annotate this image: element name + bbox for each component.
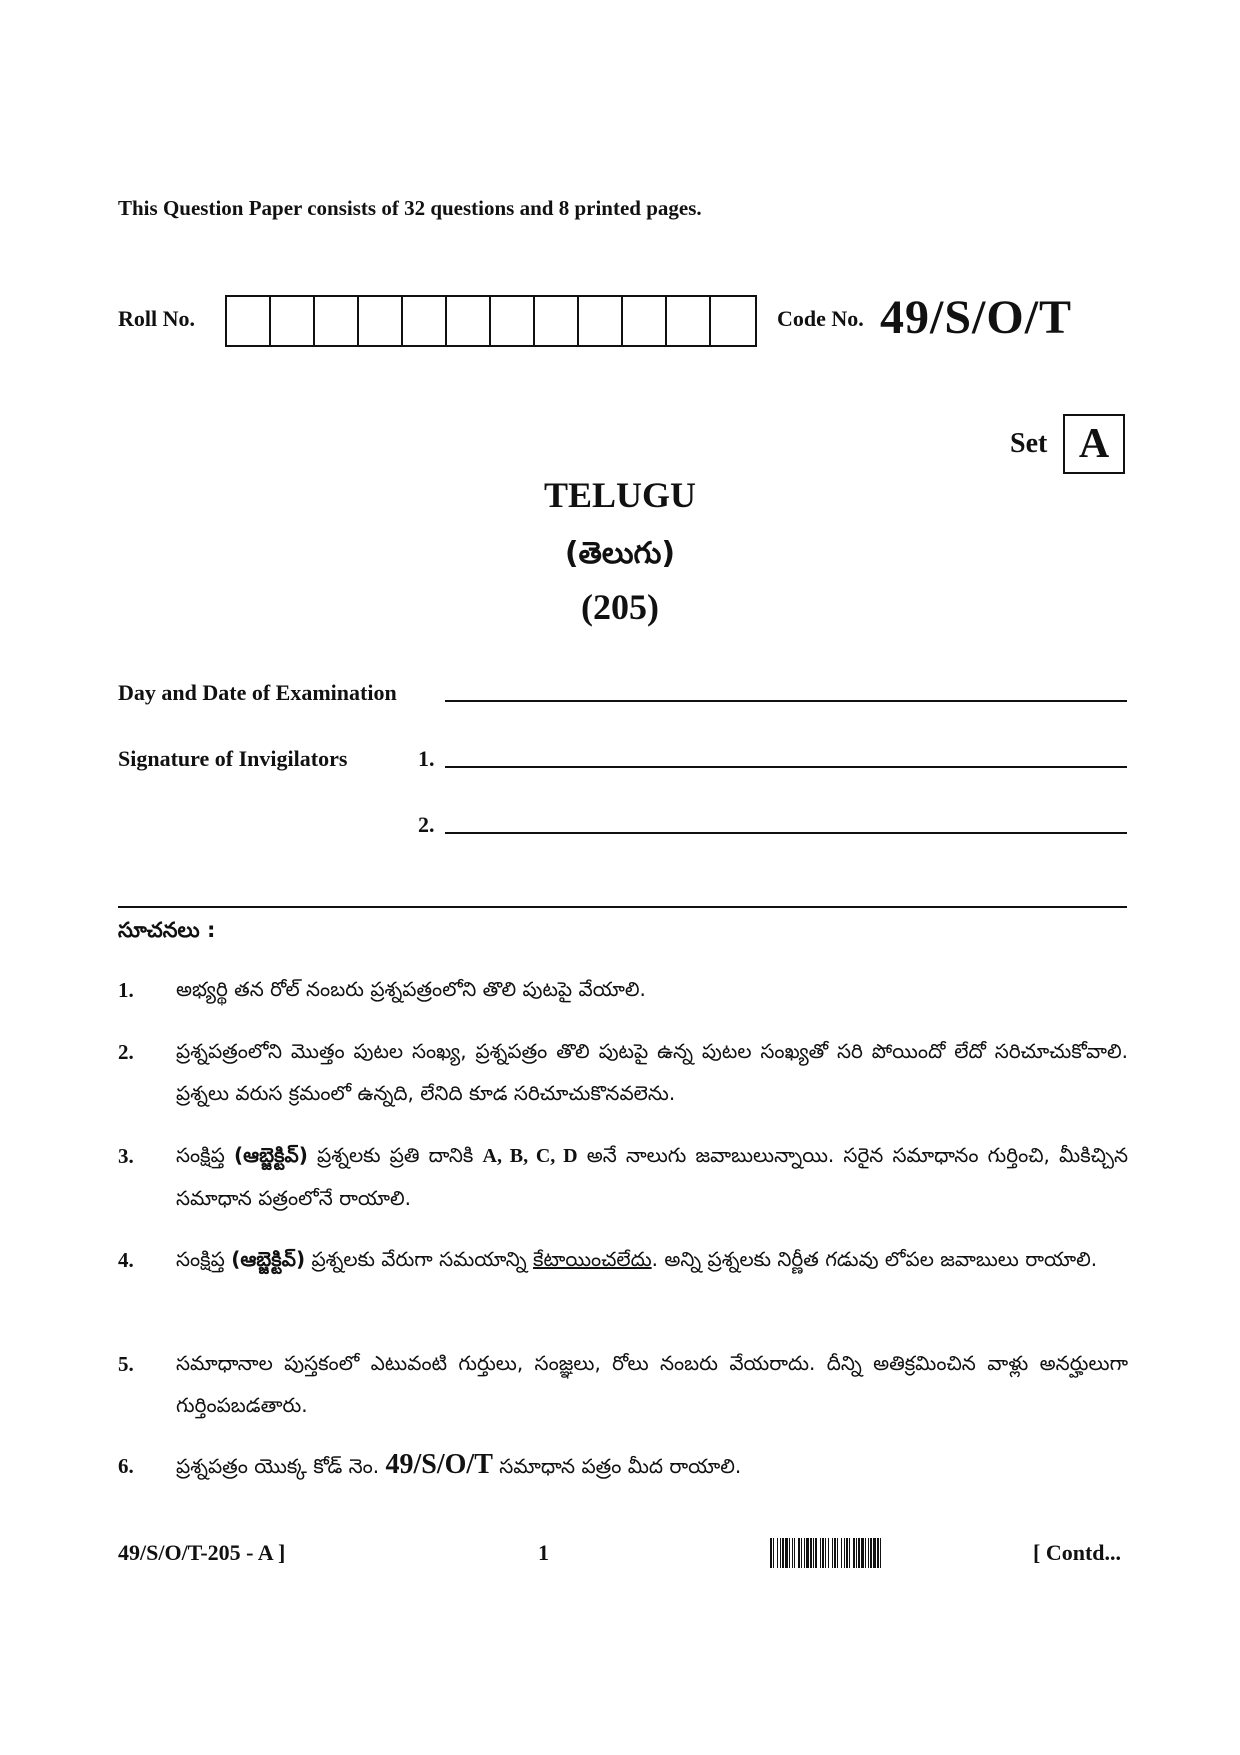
instruction-number: 6. [118, 1454, 134, 1478]
invigilator-1-signature-line[interactable] [445, 766, 1127, 768]
roll-number-box[interactable] [403, 297, 447, 345]
roll-number-box[interactable] [227, 297, 271, 345]
subject-code: (205) [581, 587, 659, 627]
set-value-box: A [1063, 414, 1125, 474]
roll-number-box[interactable] [359, 297, 403, 345]
subject-title: TELUGU [543, 475, 697, 515]
roll-number-box[interactable] [271, 297, 315, 345]
roll-number-box[interactable] [491, 297, 535, 345]
instructions-heading: సూచనలు : [118, 918, 216, 942]
instruction-number: 1. [118, 978, 134, 1002]
paper-info-line: This Question Paper consists of 32 questions and 8 printed pages. [118, 196, 702, 220]
code-number-label: Code No. [777, 306, 864, 331]
objective-label: (ఆబ్జెక్టివ్) [234, 1143, 308, 1167]
instruction-text: అభ్యర్థి తన రోల్ నంబరు ప్రశ్నపత్రంలోని తొలి పుటపై వేయాలి. [176, 977, 646, 1001]
subject-title-telugu: (తెలుగు) [564, 536, 676, 571]
objective-label: (ఆబ్జెక్టివ్) [231, 1247, 306, 1271]
roll-number-box[interactable] [447, 297, 491, 345]
continued-marker: [ Contd... [1033, 1540, 1122, 1565]
set-label: Set [1010, 428, 1048, 459]
roll-number-box[interactable] [315, 297, 359, 345]
roll-number-box[interactable] [623, 297, 667, 345]
inline-code-number: 49/S/O/T [385, 1449, 493, 1480]
roll-number-box[interactable] [667, 297, 711, 345]
footer-paper-reference: 49/S/O/T-205 - A ] [118, 1540, 286, 1565]
instruction-number: 4. [118, 1248, 134, 1272]
exam-date-line[interactable] [445, 700, 1127, 702]
invigilator-1-number: 1. [418, 746, 435, 771]
instruction-text: సంక్షిప్త (ఆబ్జెక్టివ్) ప్రశ్నలకు ప్రతి దానికి A, B, C, D అనే నాలుగు జవాబులున్నాయి. సరైన సమాధానం గుర్తించి, మీకిచ్చిన సమాధాన పత్రంలోనే రాయాలి. [176, 1143, 1129, 1210]
roll-number-boxes[interactable] [225, 295, 757, 347]
instruction-number: 5. [118, 1352, 134, 1376]
underlined-word: కేటాయించలేదు [533, 1247, 652, 1271]
invigilators-label: Signature of Invigilators [118, 746, 348, 771]
section-divider [118, 906, 1127, 908]
barcode-image [770, 1538, 1025, 1568]
roll-number-label: Roll No. [118, 306, 195, 331]
invigilator-2-number: 2. [418, 812, 435, 837]
invigilator-2-signature-line[interactable] [445, 832, 1127, 834]
exam-date-label: Day and Date of Examination [118, 680, 397, 705]
code-number-value: 49/S/O/T [880, 291, 1073, 344]
option-letters: A, B, C, D [482, 1145, 578, 1167]
page-number: 1 [538, 1540, 549, 1565]
instruction-text: సమాధానాల పుస్తకంలో ఎటువంటి గుర్తులు, సంజ్ఞలు, రోలు నంబరు వేయరాదు. దీన్ని అతిక్రమించిన వాళ్లు అనర్హులుగా గుర్తింపబడతారు. [176, 1351, 1128, 1417]
instruction-number: 2. [118, 1040, 134, 1064]
instruction-text: ప్రశ్నపత్రం యొక్క కోడ్ నెం. 49/S/O/T సమాధాన పత్రం మీద రాయాలి. [176, 1449, 742, 1480]
roll-number-box[interactable] [711, 297, 755, 345]
instruction-text: ప్రశ్నపత్రంలోని మొత్తం పుటల సంఖ్య, ప్రశ్నపత్రం తొలి పుటపై ఉన్న పుటల సంఖ్యతో సరి పోయిందో లేదో సరిచూచుకోవాలి. ప్రశ్నలు వరుస క్రమంలో ఉన్నది, లేనిది కూడ సరిచూచుకొనవలెను. [176, 1039, 1128, 1105]
roll-number-box[interactable] [579, 297, 623, 345]
roll-number-box[interactable] [535, 297, 579, 345]
instruction-text: సంక్షిప్త (ఆబ్జెక్టివ్) ప్రశ్నలకు వేరుగా సమయాన్ని కేటాయించలేదు. అన్ని ప్రశ్నలకు నిర్ణీత గడువు లోపల జవాబులు రాయాలి. [176, 1247, 1098, 1271]
instruction-number: 3. [118, 1144, 134, 1168]
